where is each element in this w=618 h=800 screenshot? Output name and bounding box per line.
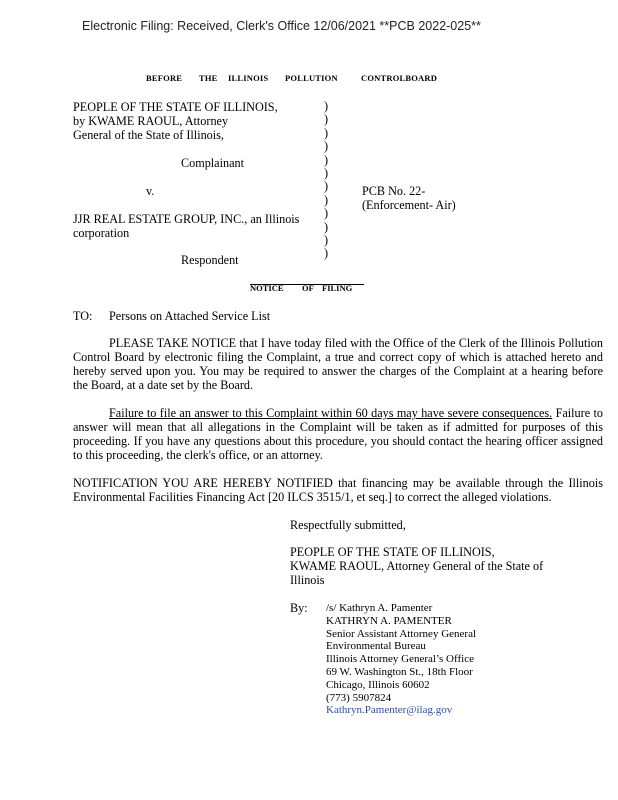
board-title-word: THE (199, 73, 218, 83)
respectfully-submitted: Respectfully submitted, (290, 518, 406, 532)
caption-paren: ) (324, 179, 329, 194)
notice-paragraph-3 (73, 476, 603, 504)
versus: v. (146, 184, 155, 198)
caption-paren: ) (324, 232, 329, 247)
party-line: PEOPLE OF THE STATE OF ILLINOIS, (290, 545, 495, 559)
to-label: TO: (73, 309, 93, 323)
notice-title (250, 283, 364, 293)
notice-paragraph-text: PLEASE TAKE NOTICE that I have today filed with the Office of the Clerk of the Illinois Pollution Control Board by electronic filing the Complaint, a true and correct copy of which is attached hereto and hereby served upon you. You may be required to answer the charges of the Complaint at a hearing before the Board, at a date set by the Board. (73, 336, 603, 392)
plaintiff-block (73, 100, 278, 142)
plaintiff-line: General of the State of Illinois, (73, 128, 224, 142)
board-title-word: ILLINOIS (228, 73, 269, 83)
respondent-label: Respondent (181, 253, 239, 267)
caption-paren: ) (324, 125, 329, 140)
email-link[interactable]: Kathryn.Pamenter@ilag.gov (326, 704, 453, 717)
notice-title-word: OF (302, 283, 314, 293)
case-type: (Enforcement- Air) (362, 198, 456, 212)
notice-paragraph-text (73, 406, 603, 462)
signature-line: KATHRYN A. PAMENTER (326, 614, 452, 627)
signature-line: Illinois Attorney General’s Office (326, 653, 474, 666)
signature-block (326, 602, 476, 717)
plaintiff-line: by KWAME RAOUL, Attorney (73, 114, 229, 128)
board-title-word: CONTROLBOARD (361, 73, 438, 83)
caption-paren: ) (324, 219, 329, 234)
party-line: Illinois (290, 573, 325, 587)
defendant-line: corporation (73, 226, 130, 240)
board-title-word: POLLUTION (285, 73, 338, 83)
caption-paren: ) (324, 139, 329, 154)
defendant-block (73, 212, 299, 240)
notice-title-word: NOTICE (250, 283, 284, 293)
caption-paren: ) (324, 152, 329, 167)
signature-line: (773) 5907824 (326, 691, 392, 704)
caption-paren: ) (324, 112, 329, 127)
case-number: PCB No. 22- (362, 184, 426, 198)
caption-paren: ) (324, 206, 329, 221)
caption-paren: ) (324, 192, 329, 207)
caption-paren: ) (324, 246, 329, 261)
notice-paragraph-2 (73, 406, 603, 462)
to-value: Persons on Attached Service List (109, 309, 271, 323)
notification-rest: that financing may be available through the Illinois Environmental Facilities Financing Act [20 ILCS 3515/1, et seq.] to correct the alleged violations. (73, 476, 603, 504)
plaintiff-line: PEOPLE OF THE STATE OF ILLINOIS, (73, 100, 278, 114)
party-line: KWAME RAOUL, Attorney General of the State of (290, 559, 544, 573)
signature-line: Environmental Bureau (326, 640, 426, 653)
notice-paragraph-text (73, 476, 603, 504)
efiling-stamp: Electronic Filing: Received, Clerk's Office 12/06/2021 **PCB 2022-025** (82, 19, 481, 33)
by-label: By: (290, 601, 308, 615)
board-title-word: BEFORE (146, 73, 183, 83)
signature-line: 69 W. Washington St., 18th Floor (326, 665, 473, 678)
signature-line: Chicago, Illinois 60602 (326, 678, 430, 691)
defendant-line: JJR REAL ESTATE GROUP, INC., an Illinois (73, 212, 300, 226)
warning-underlined-text: Failure to file an answer to this Complaint within 60 days may have severe consequences. (109, 406, 553, 420)
caption-paren: ) (324, 165, 329, 180)
complainant-label: Complainant (181, 156, 244, 170)
notice-title-word: FILING (322, 283, 353, 293)
signature-line: /s/ Kathryn A. Pamenter (326, 602, 433, 614)
notice-paragraph-1 (73, 336, 603, 392)
signature-line: Senior Assistant Attorney General (326, 627, 477, 640)
caption-paren-column (324, 100, 328, 261)
warning-rest-text: Failure to answer will mean that all allegations in the Complaint will be taken as if admitted for purposes of this proceeding. If you have any questions about this procedure, you should contact the hearing officer assigned to this proceeding, the clerk's office, or an attorney. (73, 406, 603, 462)
party-block (290, 545, 543, 587)
caption-paren: ) (324, 99, 329, 113)
notification-caps: NOTIFICATION YOU ARE HEREBY NOTIFIED (73, 476, 333, 490)
